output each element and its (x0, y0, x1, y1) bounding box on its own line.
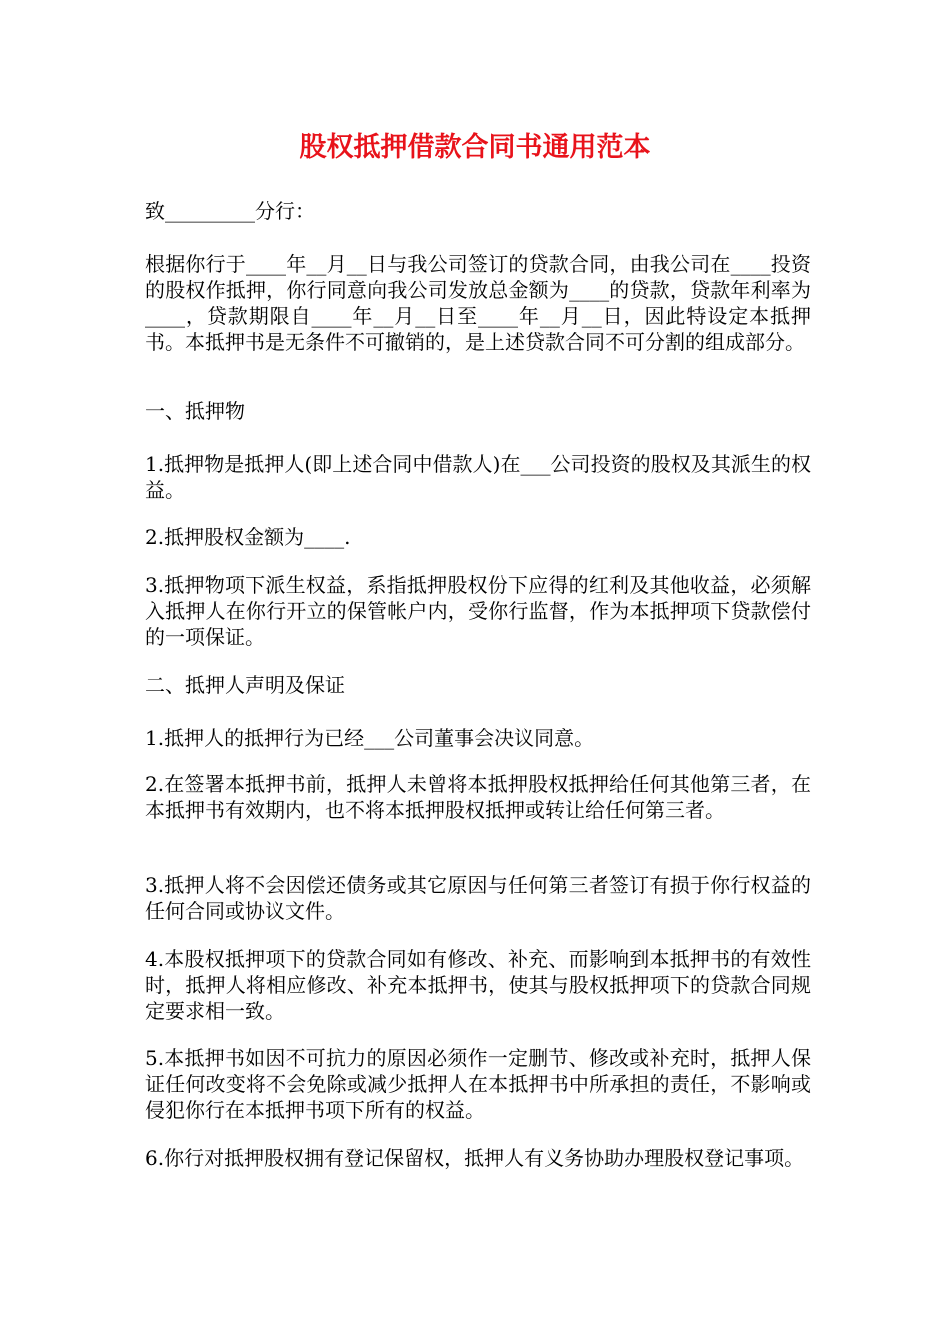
clause-2-1: 1.抵押人的抵押行为已经___公司董事会决议同意。 (145, 726, 595, 750)
clause-1-1: 1.抵押物是抵押人(即上述合同中借款人)在___公司投资的股权及其派生的权益。 (145, 452, 811, 502)
clause-2-2: 2.在签署本抵押书前，抵押人未曾将本抵押股权抵押给任何其他第三者，在本抵押书有效期内，也不将本抵押股权抵押或转让给任何第三者。 (145, 772, 811, 822)
clause-1-2: 2.抵押股权金额为____. (145, 525, 351, 549)
clause-2-6: 6.你行对抵押股权拥有登记保留权，抵押人有义务协助办理股权登记事项。 (145, 1146, 805, 1170)
clause-2-4: 4.本股权抵押项下的贷款合同如有修改、补充、而影响到本抵押书的有效性时，抵押人将相应修改、补充本抵押书，使其与股权抵押项下的贷款合同规定要求相一致。 (145, 947, 811, 1023)
clause-2-3: 3.抵押人将不会因偿还债务或其它原因与任何第三者签订有损于你行权益的任何合同或协议文件。 (145, 873, 811, 923)
document-title: 股权抵押借款合同书通用范本 (299, 132, 651, 163)
section-heading-collateral: 一、抵押物 (145, 399, 245, 423)
addressee-line: 致_________分行： (145, 199, 315, 223)
clause-1-3: 3.抵押物项下派生权益，系指抵押股权份下应得的红利及其他收益，必须解入抵押人在你行开立的保管帐户内，受你行监督，作为本抵押项下贷款偿付的一项保证。 (145, 573, 811, 649)
clause-2-5: 5.本抵押书如因不可抗力的原因必须作一定删节、修改或补充时，抵押人保证任何改变将不会免除或减少抵押人在本抵押书中所承担的责任，不影响或侵犯你行在本抵押书项下所有的权益。 (145, 1046, 811, 1122)
preamble-paragraph: 根据你行于____年__月__日与我公司签订的贷款合同，由我公司在____投资的股权作抵押，你行同意向我公司发放总金额为____的贷款，贷款年利率为____，贷款期限自____年__月__日至____年__月__日，因此特设定本抵押书。本抵押书是无条件不可撤销的，是上述贷款合同不可分割的组成部分。 (145, 252, 811, 354)
section-heading-declarations: 二、抵押人声明及保证 (145, 673, 345, 697)
